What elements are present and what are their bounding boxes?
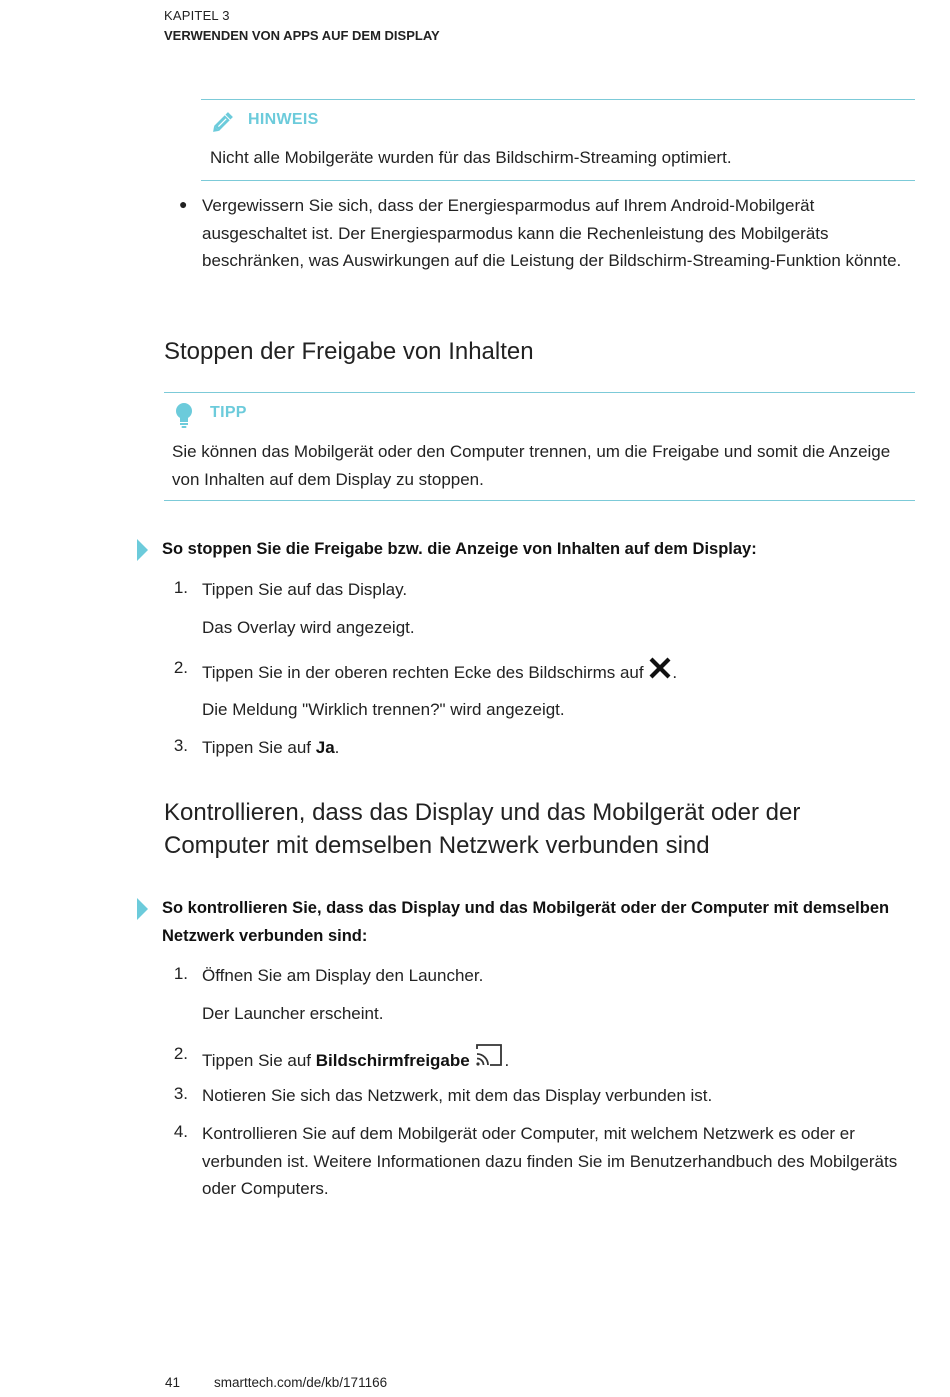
step-text: Kontrollieren Sie auf dem Mobilgerät oder Computer, mit welchem Netzwerk es oder er verbunden ist. Weitere Informationen dazu finden Sie im Benutzerhandbuch des Mobilgeräts oder Computers.	[202, 1124, 898, 1198]
chapter-title: VERWENDEN VON APPS AUF DEM DISPLAY	[164, 28, 440, 43]
step-end: .	[672, 663, 678, 682]
note-text: Nicht alle Mobilgeräte wurden für das Bildschirm-Streaming optimiert.	[210, 148, 732, 167]
section-heading-stop-sharing: Stoppen der Freigabe von Inhalten	[164, 338, 534, 365]
step-text: Tippen Sie auf	[202, 1051, 316, 1070]
section-heading-check-network: Kontrollieren, dass das Display und das Mobilgerät oder der Computer mit demselben Netzwerk verbunden sind	[164, 799, 801, 859]
procedure-title: So kontrollieren Sie, dass das Display und das Mobilgerät oder der Computer mit demselben Netzwerk verbunden sind:	[162, 899, 890, 945]
step-number: 3.	[173, 736, 188, 755]
step-bold-term: Ja	[315, 738, 335, 757]
step-number: 4.	[173, 1122, 188, 1141]
lightbulb-icon	[173, 401, 195, 429]
pencil-icon	[209, 108, 237, 136]
step-number: 1.	[173, 964, 188, 983]
note-title: HINWEIS	[248, 111, 319, 128]
step-number: 3.	[173, 1084, 188, 1103]
step-text: Tippen Sie auf	[202, 738, 316, 757]
procedure-arrow-icon	[136, 538, 150, 562]
step-text-line	[202, 656, 677, 687]
step-text: Tippen Sie auf das Display.	[202, 580, 408, 599]
step-number: 1.	[173, 578, 188, 597]
tip-text: Sie können das Mobilgerät oder den Computer trennen, um die Freigabe und somit die Anzeige von Inhalten auf dem Display zu stoppen.	[172, 442, 891, 489]
step-text: Notieren Sie sich das Netzwerk, mit dem das Display verbunden ist.	[202, 1086, 713, 1105]
step-result: Die Meldung "Wirklich trennen?" wird angezeigt.	[202, 700, 565, 719]
procedure-title: So stoppen Sie die Freigabe bzw. die Anzeige von Inhalten auf dem Display:	[162, 540, 757, 558]
step-result: Das Overlay wird angezeigt.	[202, 618, 415, 637]
footer-url[interactable]: smarttech.com/de/kb/171166	[214, 1375, 388, 1390]
tip-bottom-rule	[164, 500, 915, 501]
note-top-rule	[201, 99, 915, 100]
step-text: Öffnen Sie am Display den Launcher.	[202, 966, 484, 985]
screen-cast-icon	[474, 1042, 504, 1068]
step-number: 2.	[173, 658, 188, 677]
bullet-text: Vergewissern Sie sich, dass der Energiesparmodus auf Ihrem Android-Mobilgerät ausgeschaltet ist. Der Energiesparmodus kann die Rechenleistung des Mobilgeräts beschränken, was Auswirkungen auf die Leistung der Bildschirm-Streaming-Funktion könnte.	[202, 196, 902, 270]
step-end: .	[504, 1051, 510, 1070]
tip-top-rule	[164, 392, 915, 393]
step-end: .	[334, 738, 340, 757]
step-text-line	[202, 734, 339, 762]
page-number: 41	[165, 1375, 181, 1390]
step-result: Der Launcher erscheint.	[202, 1004, 384, 1023]
chapter-label: KAPITEL 3	[164, 8, 230, 23]
tip-title: TIPP	[210, 404, 247, 421]
step-text: Tippen Sie in der oberen rechten Ecke des Bildschirms auf	[202, 663, 644, 682]
procedure-arrow-icon	[136, 897, 150, 921]
step-text-line	[202, 1042, 509, 1075]
close-x-icon	[648, 656, 672, 680]
note-bottom-rule	[201, 180, 915, 181]
bullet-dot: ●	[179, 196, 188, 212]
step-number: 2.	[173, 1044, 188, 1063]
step-bold-term: Bildschirmfreigabe	[315, 1051, 470, 1070]
